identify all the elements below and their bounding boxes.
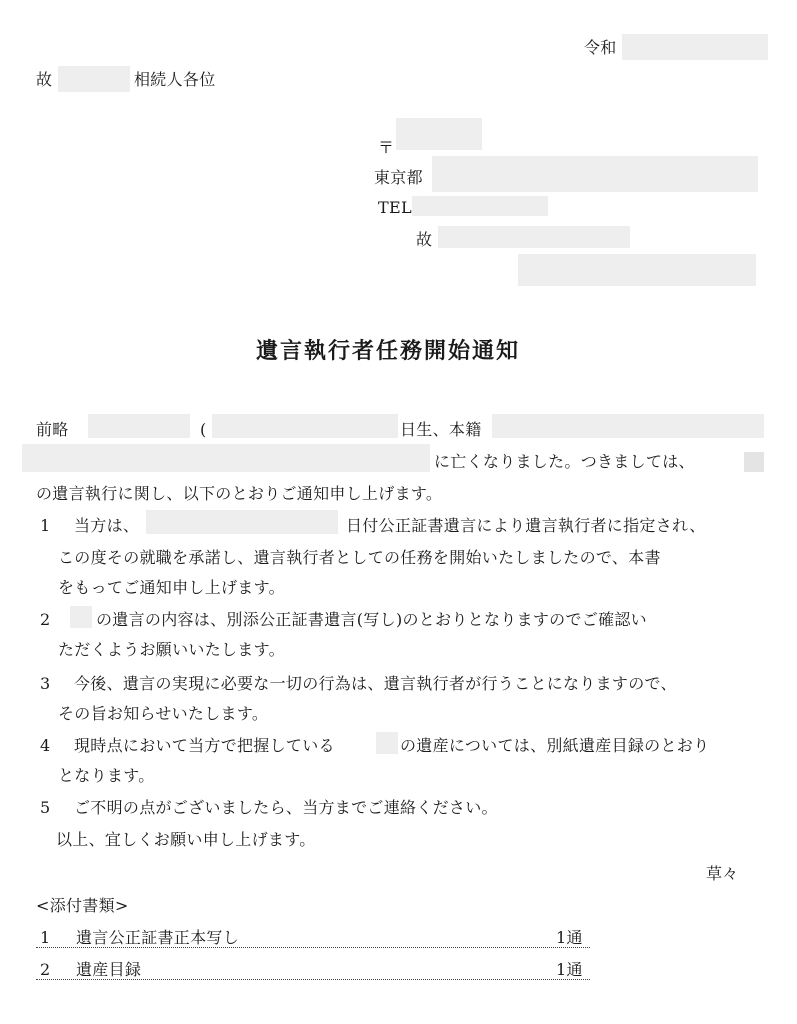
attachment-1-leader — [36, 947, 590, 948]
sign-off: 草々 — [706, 864, 739, 883]
item-2-line1: の遺言の内容は、別添公正証書遺言(写し)のとおりとなりますのでご確認い — [96, 610, 647, 629]
address-prefix: 東京都 — [374, 168, 423, 187]
redacted-domicile-cont — [22, 444, 430, 472]
attachment-1-number: 1 — [40, 928, 51, 947]
redacted-domicile — [492, 414, 764, 438]
tel-label: TEL — [378, 198, 412, 217]
attachment-1-count: 1通 — [556, 928, 583, 947]
attachment-2-name: 遺産目録 — [76, 960, 142, 979]
item-1-line2: この度その就職を承諾し、遺言執行者としての任務を開始いたしましたので、本書 — [58, 548, 661, 567]
item-3-number: 3 — [40, 674, 51, 693]
addressee-prefix: 故 — [36, 70, 53, 89]
attachment-2-leader — [36, 979, 590, 980]
intro-line3: の遺言執行に関し、以下のとおりご通知申し上げます。 — [36, 484, 443, 503]
item-1-line1-post: 日付公正証書遺言により遺言執行者に指定され、 — [346, 516, 706, 535]
closing-text: 以上、宜しくお願い申し上げます。 — [56, 830, 316, 849]
item-3-line2: その旨お知らせいたします。 — [58, 704, 269, 723]
attachment-2-number: 2 — [40, 960, 51, 979]
death-text: に亡くなりました。つきましては、 — [434, 452, 695, 471]
redacted-birth-date — [212, 414, 398, 438]
redacted-executor-title — [438, 226, 630, 248]
redacted-date — [622, 34, 768, 60]
redacted-tel — [412, 196, 548, 216]
attachments-heading: <添付書類> — [36, 896, 129, 915]
paren-open: ( — [200, 420, 207, 439]
item-1-line3: をもってご通知申し上げます。 — [58, 578, 285, 597]
postal-mark: 〒 — [378, 138, 395, 157]
item-4-line1-post: の遺産については、別紙遺産目録のとおり — [400, 736, 710, 755]
redacted-will-date — [146, 510, 338, 534]
greeting: 前略 — [36, 420, 69, 439]
redacted-deceased-ref-3 — [376, 732, 398, 754]
addressee-suffix: 相続人各位 — [134, 70, 216, 89]
redacted-postal-code — [396, 118, 482, 150]
item-2-number: 2 — [40, 610, 51, 629]
attachment-2-count: 1通 — [556, 960, 583, 979]
item-4-line2: となります。 — [58, 766, 155, 785]
page-title: 遺言執行者任務開始通知 — [256, 338, 521, 364]
redacted-deceased-full-name — [88, 414, 190, 438]
item-1-line1-pre: 当方は、 — [74, 516, 140, 535]
redacted-deceased-name — [58, 66, 130, 92]
item-3-line1: 今後、遺言の実現に必要な一切の行為は、遺言執行者が行うことになりますので、 — [74, 674, 677, 693]
redacted-executor-name — [518, 254, 756, 286]
attachment-1-name: 遺言公正証書正本写し — [76, 928, 240, 947]
item-4-number: 4 — [40, 736, 51, 755]
born-text: 日生、本籍 — [400, 420, 482, 439]
sender-name-prefix: 故 — [416, 230, 433, 249]
redacted-deceased-ref-2 — [70, 606, 92, 628]
redacted-deceased-ref — [744, 452, 764, 472]
item-5-line1: ご不明の点がございましたら、当方までご連絡ください。 — [74, 798, 498, 817]
item-5-number: 5 — [40, 798, 51, 817]
redacted-address — [432, 156, 758, 192]
item-1-number: 1 — [40, 516, 51, 535]
item-2-line2: ただくようお願いいたします。 — [58, 640, 285, 659]
item-4-line1-pre: 現時点において当方で把握している — [74, 736, 335, 755]
date-prefix: 令和 — [584, 38, 617, 57]
